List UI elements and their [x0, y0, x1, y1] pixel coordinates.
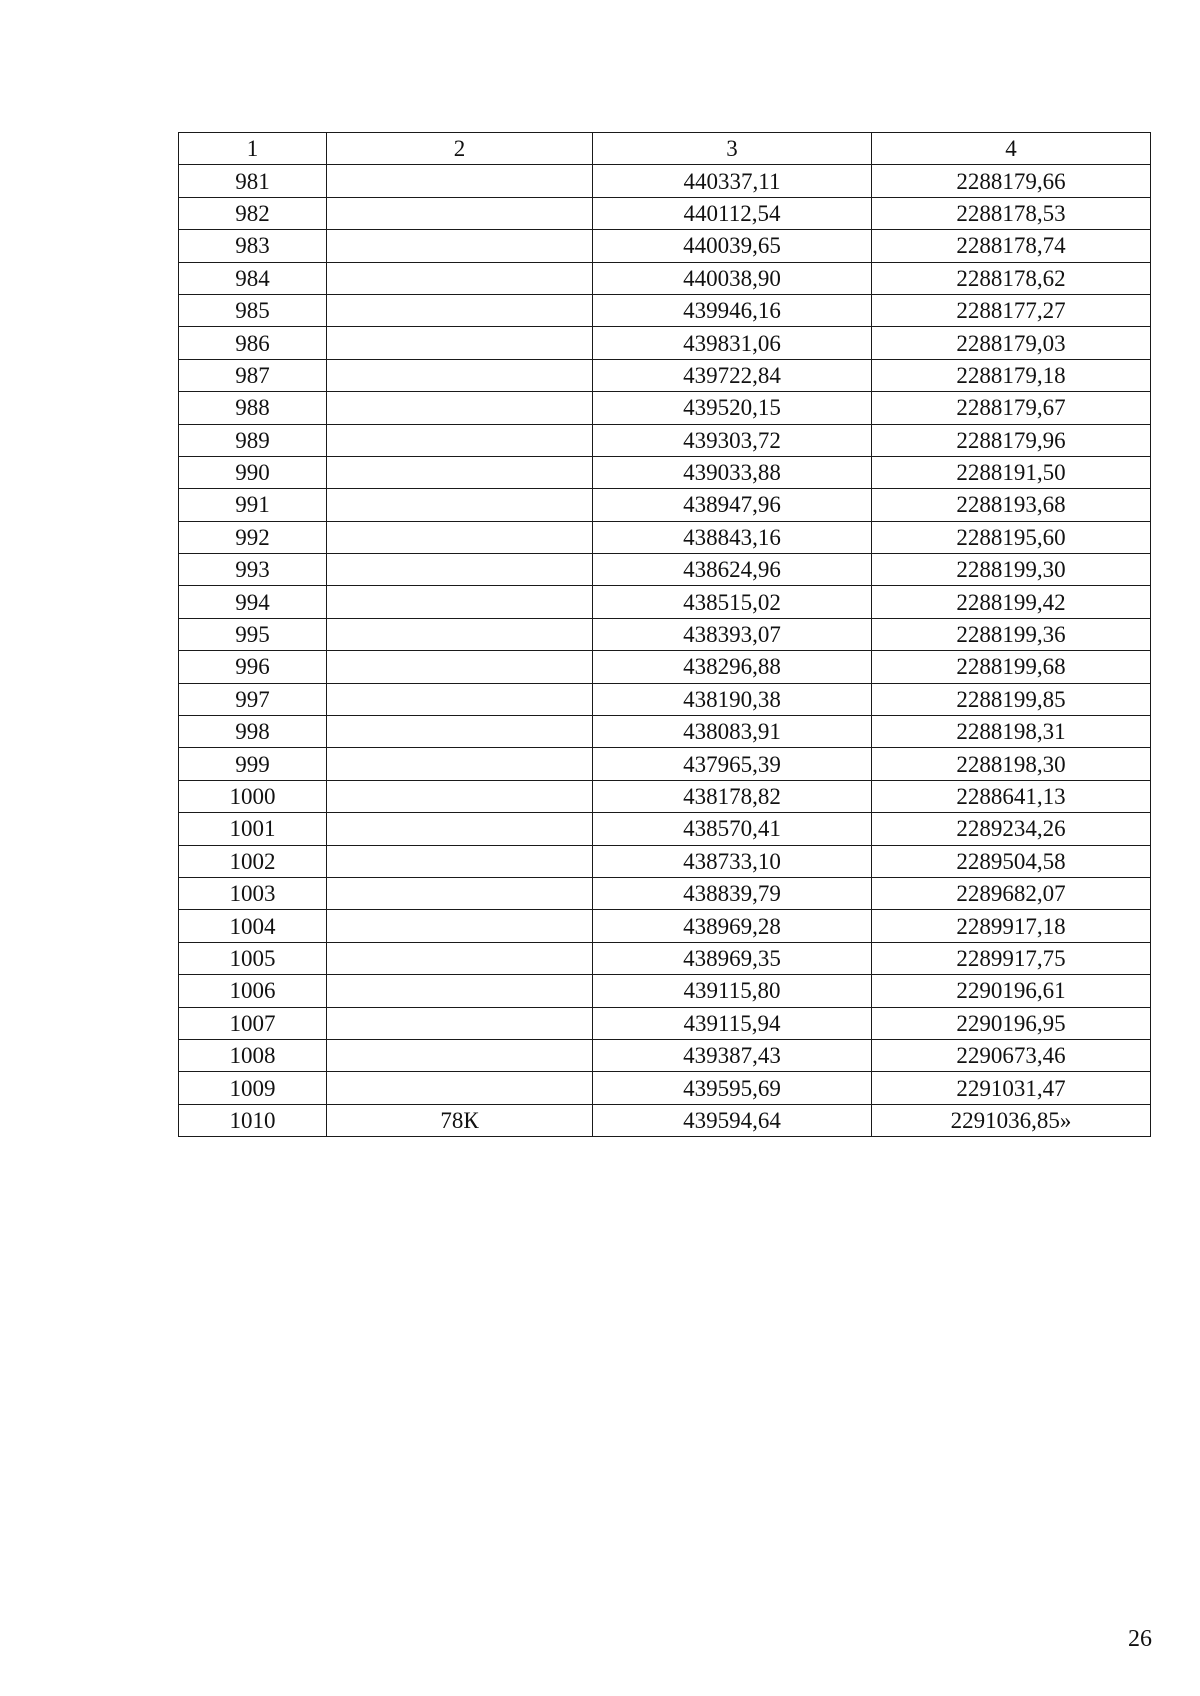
- y-coordinate-cell: 2291031,47: [872, 1072, 1151, 1104]
- label-cell: [327, 813, 593, 845]
- point-number-cell: 999: [179, 748, 327, 780]
- table-row: [179, 359, 1151, 391]
- table-row: [179, 327, 1151, 359]
- table-row: [179, 1007, 1151, 1039]
- y-coordinate-cell: 2288179,18: [872, 359, 1151, 391]
- y-coordinate-cell: 2288179,67: [872, 392, 1151, 424]
- point-number-cell: 1003: [179, 877, 327, 909]
- label-cell: [327, 294, 593, 326]
- table-row: [179, 780, 1151, 812]
- x-coordinate-cell: 439946,16: [593, 294, 872, 326]
- x-coordinate-cell: 439722,84: [593, 359, 872, 391]
- x-coordinate-cell: 438843,16: [593, 521, 872, 553]
- y-coordinate-cell: 2289682,07: [872, 877, 1151, 909]
- point-number-cell: 991: [179, 489, 327, 521]
- x-coordinate-cell: 440337,11: [593, 165, 872, 197]
- x-coordinate-cell: 438393,07: [593, 618, 872, 650]
- table-row: [179, 1039, 1151, 1071]
- point-number-cell: 996: [179, 651, 327, 683]
- label-cell: [327, 975, 593, 1007]
- label-cell: [327, 877, 593, 909]
- y-coordinate-cell: 2288198,30: [872, 748, 1151, 780]
- x-coordinate-cell: 440039,65: [593, 230, 872, 262]
- x-coordinate-cell: 438839,79: [593, 877, 872, 909]
- x-coordinate-cell: 438570,41: [593, 813, 872, 845]
- table-row: [179, 813, 1151, 845]
- y-coordinate-cell: 2288179,96: [872, 424, 1151, 456]
- x-coordinate-cell: 438624,96: [593, 554, 872, 586]
- x-coordinate-cell: 440112,54: [593, 197, 872, 229]
- point-number-cell: 990: [179, 456, 327, 488]
- label-cell: [327, 1007, 593, 1039]
- table-row: [179, 554, 1151, 586]
- label-cell: 78К: [327, 1104, 593, 1136]
- label-cell: [327, 586, 593, 618]
- label-cell: [327, 424, 593, 456]
- table-row: [179, 521, 1151, 553]
- table-row: [179, 197, 1151, 229]
- point-number-cell: 1007: [179, 1007, 327, 1039]
- x-coordinate-cell: 439387,43: [593, 1039, 872, 1071]
- point-number-cell: 993: [179, 554, 327, 586]
- point-number-cell: 989: [179, 424, 327, 456]
- label-cell: [327, 230, 593, 262]
- y-coordinate-cell: 2289917,75: [872, 942, 1151, 974]
- point-number-cell: 1001: [179, 813, 327, 845]
- y-coordinate-cell: 2288199,68: [872, 651, 1151, 683]
- label-cell: [327, 392, 593, 424]
- header-cell-2: 2: [327, 133, 593, 165]
- point-number-cell: 992: [179, 521, 327, 553]
- label-cell: [327, 554, 593, 586]
- label-cell: [327, 262, 593, 294]
- point-number-cell: 981: [179, 165, 327, 197]
- label-cell: [327, 521, 593, 553]
- point-number-cell: 998: [179, 716, 327, 748]
- label-cell: [327, 845, 593, 877]
- x-coordinate-cell: 438515,02: [593, 586, 872, 618]
- x-coordinate-cell: 439115,94: [593, 1007, 872, 1039]
- point-number-cell: 986: [179, 327, 327, 359]
- y-coordinate-cell: 2288178,62: [872, 262, 1151, 294]
- y-coordinate-cell: 2288199,85: [872, 683, 1151, 715]
- table-row: [179, 910, 1151, 942]
- label-cell: [327, 1072, 593, 1104]
- point-number-cell: 1009: [179, 1072, 327, 1104]
- table-row: [179, 975, 1151, 1007]
- x-coordinate-cell: 438969,35: [593, 942, 872, 974]
- x-coordinate-cell: 439115,80: [593, 975, 872, 1007]
- table-row: [179, 1104, 1151, 1136]
- y-coordinate-cell: 2288199,36: [872, 618, 1151, 650]
- point-number-cell: 1005: [179, 942, 327, 974]
- point-number-cell: 982: [179, 197, 327, 229]
- point-number-cell: 1004: [179, 910, 327, 942]
- y-coordinate-cell: 2288199,42: [872, 586, 1151, 618]
- label-cell: [327, 748, 593, 780]
- x-coordinate-cell: 438969,28: [593, 910, 872, 942]
- x-coordinate-cell: 439831,06: [593, 327, 872, 359]
- point-number-cell: 1008: [179, 1039, 327, 1071]
- y-coordinate-cell: 2288177,27: [872, 294, 1151, 326]
- label-cell: [327, 1039, 593, 1071]
- y-coordinate-cell: 2290673,46: [872, 1039, 1151, 1071]
- point-number-cell: 1000: [179, 780, 327, 812]
- table-body: [179, 133, 1151, 1137]
- x-coordinate-cell: 437965,39: [593, 748, 872, 780]
- table-row: [179, 845, 1151, 877]
- point-number-cell: 1002: [179, 845, 327, 877]
- y-coordinate-cell: 2288178,53: [872, 197, 1151, 229]
- table-header-row: [179, 133, 1151, 165]
- table-row: [179, 651, 1151, 683]
- label-cell: [327, 327, 593, 359]
- table-row: [179, 748, 1151, 780]
- x-coordinate-cell: 438947,96: [593, 489, 872, 521]
- label-cell: [327, 489, 593, 521]
- label-cell: [327, 683, 593, 715]
- label-cell: [327, 780, 593, 812]
- label-cell: [327, 618, 593, 650]
- label-cell: [327, 716, 593, 748]
- y-coordinate-cell: 2288199,30: [872, 554, 1151, 586]
- point-number-cell: 985: [179, 294, 327, 326]
- y-coordinate-cell: 2288641,13: [872, 780, 1151, 812]
- y-coordinate-cell: 2288179,66: [872, 165, 1151, 197]
- table-row: [179, 165, 1151, 197]
- table-row: [179, 262, 1151, 294]
- point-number-cell: 983: [179, 230, 327, 262]
- table-row: [179, 230, 1151, 262]
- header-cell-4: 4: [872, 133, 1151, 165]
- label-cell: [327, 942, 593, 974]
- table-row: [179, 942, 1151, 974]
- y-coordinate-cell: 2288179,03: [872, 327, 1151, 359]
- y-coordinate-cell: 2289504,58: [872, 845, 1151, 877]
- label-cell: [327, 910, 593, 942]
- label-cell: [327, 359, 593, 391]
- coordinates-table: [178, 132, 1151, 1137]
- x-coordinate-cell: 438190,38: [593, 683, 872, 715]
- y-coordinate-cell: 2289917,18: [872, 910, 1151, 942]
- y-coordinate-cell: 2291036,85»: [872, 1104, 1151, 1136]
- point-number-cell: 1006: [179, 975, 327, 1007]
- label-cell: [327, 197, 593, 229]
- x-coordinate-cell: 439303,72: [593, 424, 872, 456]
- y-coordinate-cell: 2288193,68: [872, 489, 1151, 521]
- header-cell-3: 3: [593, 133, 872, 165]
- table-row: [179, 392, 1151, 424]
- x-coordinate-cell: 438296,88: [593, 651, 872, 683]
- x-coordinate-cell: 439594,64: [593, 1104, 872, 1136]
- y-coordinate-cell: 2288178,74: [872, 230, 1151, 262]
- y-coordinate-cell: 2288191,50: [872, 456, 1151, 488]
- page-number: 26: [1128, 1626, 1152, 1652]
- table-row: [179, 456, 1151, 488]
- x-coordinate-cell: 438083,91: [593, 716, 872, 748]
- y-coordinate-cell: 2289234,26: [872, 813, 1151, 845]
- table-row: [179, 1072, 1151, 1104]
- y-coordinate-cell: 2290196,95: [872, 1007, 1151, 1039]
- point-number-cell: 987: [179, 359, 327, 391]
- table-row: [179, 716, 1151, 748]
- y-coordinate-cell: 2290196,61: [872, 975, 1151, 1007]
- point-number-cell: 984: [179, 262, 327, 294]
- x-coordinate-cell: 439520,15: [593, 392, 872, 424]
- x-coordinate-cell: 438178,82: [593, 780, 872, 812]
- table-row: [179, 618, 1151, 650]
- x-coordinate-cell: 438733,10: [593, 845, 872, 877]
- x-coordinate-cell: 439595,69: [593, 1072, 872, 1104]
- table-row: [179, 877, 1151, 909]
- label-cell: [327, 165, 593, 197]
- point-number-cell: 988: [179, 392, 327, 424]
- x-coordinate-cell: 439033,88: [593, 456, 872, 488]
- point-number-cell: 995: [179, 618, 327, 650]
- table-row: [179, 683, 1151, 715]
- label-cell: [327, 651, 593, 683]
- point-number-cell: 994: [179, 586, 327, 618]
- table-row: [179, 424, 1151, 456]
- point-number-cell: 1010: [179, 1104, 327, 1136]
- point-number-cell: 997: [179, 683, 327, 715]
- table-row: [179, 586, 1151, 618]
- y-coordinate-cell: 2288195,60: [872, 521, 1151, 553]
- x-coordinate-cell: 440038,90: [593, 262, 872, 294]
- label-cell: [327, 456, 593, 488]
- y-coordinate-cell: 2288198,31: [872, 716, 1151, 748]
- table-row: [179, 489, 1151, 521]
- table-row: [179, 294, 1151, 326]
- header-cell-1: 1: [179, 133, 327, 165]
